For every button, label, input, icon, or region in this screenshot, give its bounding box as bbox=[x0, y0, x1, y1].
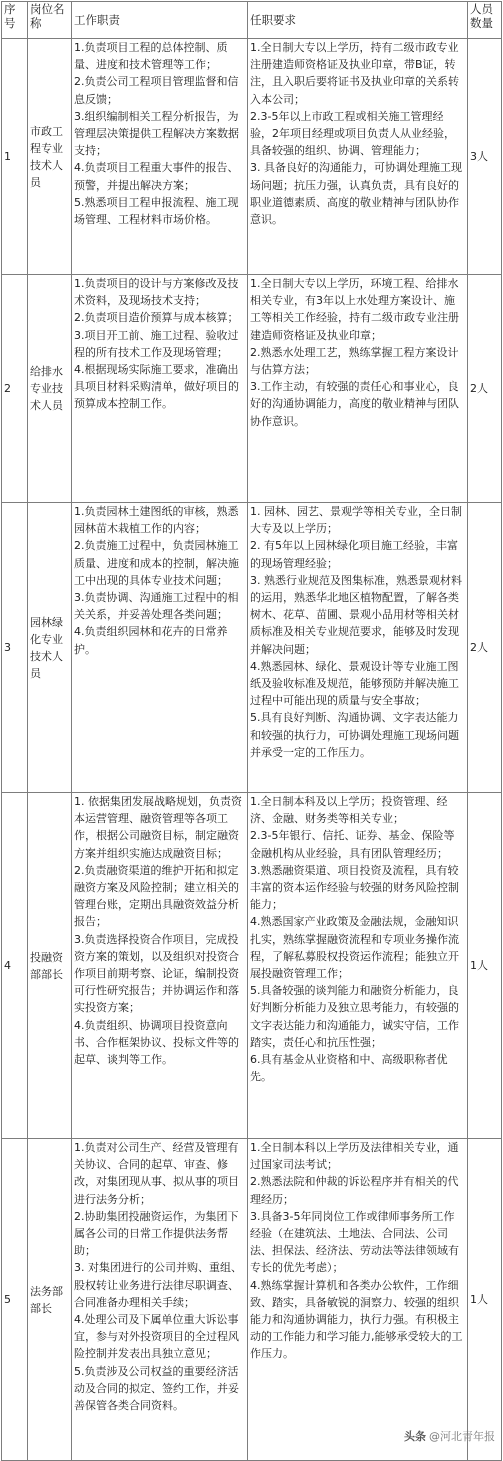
req-item: 4.熟悉园林、绿化、景观设计等专业施工图纸及验收标准及规范，能够预防并解决施工过程中可能出现的质量与安全事故； bbox=[250, 659, 459, 708]
req-item: 1. 园林、园艺、景观学等相关专业，全日制大专及以上学历； bbox=[250, 505, 462, 536]
req-item: 2.3-5年银行、信托、证券、基金、保险等金融机构从业经验，具有团队管理经历； bbox=[250, 829, 455, 860]
duty-item: 2.协助集团投融资运作，为集团下属各公司的日常工作提供法务帮助； bbox=[74, 1209, 239, 1258]
table-row bbox=[2, 503, 502, 793]
row-count: 2人 bbox=[468, 503, 502, 793]
row-reqs bbox=[248, 39, 468, 275]
duty-item: 3. 对集团进行的公司并购、重组、股权转让业务进行法律尽职调查、合同准备办理相关手续； bbox=[74, 1261, 242, 1309]
req-item: 4.熟悉国家产业政策及金融法规，金融知识扎实，熟练掌握融资流程和专项业务操作流程，了解私募股权投资运作流程；能独立开展投融资管理工作； bbox=[250, 915, 459, 981]
duty-item: 1.负责项目的设计与方案修改及技术资料，及现场技术支持； bbox=[74, 277, 239, 308]
row-reqs bbox=[248, 1139, 468, 1461]
row-seq: 2 bbox=[2, 275, 28, 503]
req-item: 2.熟悉水处理工艺，熟练掌握工程方案设计与估算方法； bbox=[250, 345, 459, 377]
duty-item: 2.负责施工过程中，负责园林施工质量、进度和成本的控制，解决施工中出现的具体专业技术问题； bbox=[74, 539, 239, 587]
duty-item: 3.项目开工前、施工过程、验收过程的所有技术工作及现场管理； bbox=[74, 328, 239, 359]
row-count: 1人 bbox=[468, 793, 502, 1139]
header-reqs: 任职要求 bbox=[248, 2, 468, 39]
header-seq: 序号 bbox=[2, 2, 28, 39]
duty-item: 1. 依据集团发展战略规划，负责资本运营管理、融资管理等各项工作，根据公司融资目标，制定融资方案并组织实施达成融资目标； bbox=[74, 795, 242, 860]
duty-item: 4.负责项目工程重大事件的报告、预警，并提出解决方案； bbox=[74, 161, 239, 192]
row-reqs bbox=[248, 793, 468, 1139]
duty-item: 1.负责项目工程的总体控制、质量、进度和技术管理等工作； bbox=[74, 41, 228, 72]
watermark-logo: 头条 bbox=[404, 1430, 426, 1443]
row-reqs bbox=[248, 275, 468, 503]
req-item: 3.工作主动，有较强的责任心和事业心，良好的沟通协调能力，高度的敬业精神与团队协作意识。 bbox=[250, 380, 459, 428]
table-row bbox=[2, 275, 502, 503]
req-item: 6.具有基金从业资格和中、高级职称者优先。 bbox=[250, 1053, 448, 1084]
duty-item: 4.负责组织园林和花卉的日常养护。 bbox=[74, 625, 228, 656]
duty-item: 2.负责融资渠道的维护开拓和拟定融资方案及风险控制；建立相关的管理台账，定期出具融资效益分析报告； bbox=[74, 863, 239, 929]
duty-item: 3.组织编制相关工程分析报告，为管理层决策提供工程解决方案数据支持； bbox=[74, 109, 239, 158]
req-item: 3. 具备良好的沟通能力，可协调处理施工现场问题；抗压力强，认真负责，具有良好的职业道德素质、高度的敬业精神与团队协作意识。 bbox=[250, 161, 462, 227]
header-role: 岗位名称 bbox=[28, 2, 72, 39]
table-header bbox=[2, 2, 502, 39]
req-item: 5.具有良好判断、沟通协调、文字表达能力和较强的执行力，可协调处理施工现场问题并承受一定的工作压力。 bbox=[250, 711, 459, 759]
req-item: 3.熟悉融资渠道、项目投资及流程，具有较丰富的资本运作经验与较强的财务风险控制能力； bbox=[250, 863, 459, 912]
row-count: 2人 bbox=[468, 275, 502, 503]
watermark bbox=[404, 1428, 495, 1444]
row-duties bbox=[72, 275, 248, 503]
req-item: 4.熟练掌握计算机和各类办公软件，工作细致、踏实，具备敏锐的洞察力、较强的组织能力和沟通协调能力，执行力强。有积极主动的工作能力和学习能力,能够承受较大的工作压力。 bbox=[250, 1278, 463, 1361]
row-seq: 1 bbox=[2, 39, 28, 275]
duty-item: 4.负责组织、协调项目投资意向书、合作框架协议、投标文件等的起草、谈判等工作。 bbox=[74, 1018, 239, 1067]
row-seq: 4 bbox=[2, 793, 28, 1139]
row-role: 法务部部长 bbox=[28, 1139, 72, 1461]
row-count: 1人 bbox=[468, 1139, 502, 1461]
row-duties bbox=[72, 793, 248, 1139]
duty-item: 2.负责公司工程项目管理监督和信息反馈； bbox=[74, 75, 239, 106]
table-row bbox=[2, 1139, 502, 1461]
duty-item: 3.负责选择投资合作项目，完成投资方案的策划，以及组织对投资合作项目前期考察、论证，编制投资可行性研究报告；并协调运作和落实投资方案； bbox=[74, 932, 239, 1015]
row-duties bbox=[72, 1139, 248, 1461]
row-role: 给排水专业技术人员 bbox=[28, 275, 72, 503]
row-duties bbox=[72, 503, 248, 793]
duty-item: 4.处理公司及下属单位重大诉讼事宜，参与对外投资项目的全过程风险控制并发表出具独立意见； bbox=[74, 1313, 239, 1361]
row-role: 投融资部部长 bbox=[28, 793, 72, 1139]
row-role: 市政工程专业技术人员 bbox=[28, 39, 72, 275]
req-item: 1.全日制大专以上学历，环境工程、给排水相关专业，有3年以上水处理方案设计、施工等相关工作经验，持有二级市政专业注册建造师资格证及执业印章； bbox=[250, 277, 459, 342]
req-item: 3.具备3-5年同岗位工作或律师事务所工作经验（在建筑法、土地法、合同法、公司法、担保法、经济法、劳动法等法律领域有专长的优先考虑）； bbox=[250, 1209, 459, 1275]
duty-item: 4.根据现场实际施工要求，准确出具项目材料采购清单，做好项目的预算成本控制工作。 bbox=[74, 363, 239, 411]
duty-item: 3.负责协调、沟通施工过程中的相关关系，并妥善处理各类问题； bbox=[74, 591, 239, 622]
header-count: 人员数量 bbox=[468, 2, 502, 39]
row-duties bbox=[72, 39, 248, 275]
table-row bbox=[2, 793, 502, 1139]
duty-item: 5.熟悉项目工程申报流程、施工现场管理、工程材料市场价格。 bbox=[74, 195, 239, 227]
row-role: 园林绿化专业技术人员 bbox=[28, 503, 72, 793]
duty-item: 1.负责对公司生产、经营及管理有关协议、合同的起草、审查、修改，对集团现从事、拟从事的项目进行法务分析； bbox=[74, 1141, 239, 1206]
duty-item: 2.负责项目造价预算与成本核算； bbox=[74, 311, 239, 325]
req-item: 1.全日制本科及以上学历；投资管理、经济、金融、财务类等相关专业； bbox=[250, 795, 448, 826]
duty-item: 1.负责园林土建图纸的审核，熟悉园林苗木栽植工作的内容； bbox=[74, 505, 239, 536]
req-item: 2. 有5年以上园林绿化项目施工经验，丰富的现场管理经验； bbox=[250, 539, 458, 570]
row-count: 3人 bbox=[468, 39, 502, 275]
req-item: 1.全日制大专以上学历，持有二级市政专业注册建造师资格证及执业印章，带B证，转注，且入职后要将证书及执业印章的关系转入本公司； bbox=[250, 41, 459, 106]
row-seq: 3 bbox=[2, 503, 28, 793]
watermark-text: @河北青年报 bbox=[429, 1430, 495, 1443]
req-item: 2.熟悉法院和仲裁的诉讼程序并有相关的代理经历； bbox=[250, 1175, 459, 1206]
req-item: 5.具备较强的谈判能力和融资分析能力，良好判断分析能力及独立思考能力，有较强的文字表达能力和沟通能力，诚实守信，工作踏实，责任心和抗压性强； bbox=[250, 984, 459, 1049]
row-seq: 5 bbox=[2, 1139, 28, 1461]
row-reqs bbox=[248, 503, 468, 793]
job-table bbox=[1, 1, 502, 1461]
req-item: 1.全日制本科以上学历及法律相关专业，通过国家司法考试； bbox=[250, 1141, 459, 1172]
duty-item: 5.负责涉及公司权益的重要经济活动及合同的拟定、签约工作，并妥善保管各类合同资料。 bbox=[74, 1364, 239, 1413]
req-item: 2.3-5年以上市政工程或相关施工管理经验，2年项目经理或项目负责人从业经验，具备较强的组织、协调、管理能力； bbox=[250, 109, 455, 158]
req-item: 3. 熟悉行业规范及图集标准，熟悉景观材料的运用，熟悉华北地区植物配置，了解各类树木、花草、苗圃、景观小品用材等相关材质标准及相关专业规范要求，能够及时发现并解决问题； bbox=[250, 573, 462, 656]
header-duties: 工作职责 bbox=[72, 2, 248, 39]
table-row bbox=[2, 39, 502, 275]
